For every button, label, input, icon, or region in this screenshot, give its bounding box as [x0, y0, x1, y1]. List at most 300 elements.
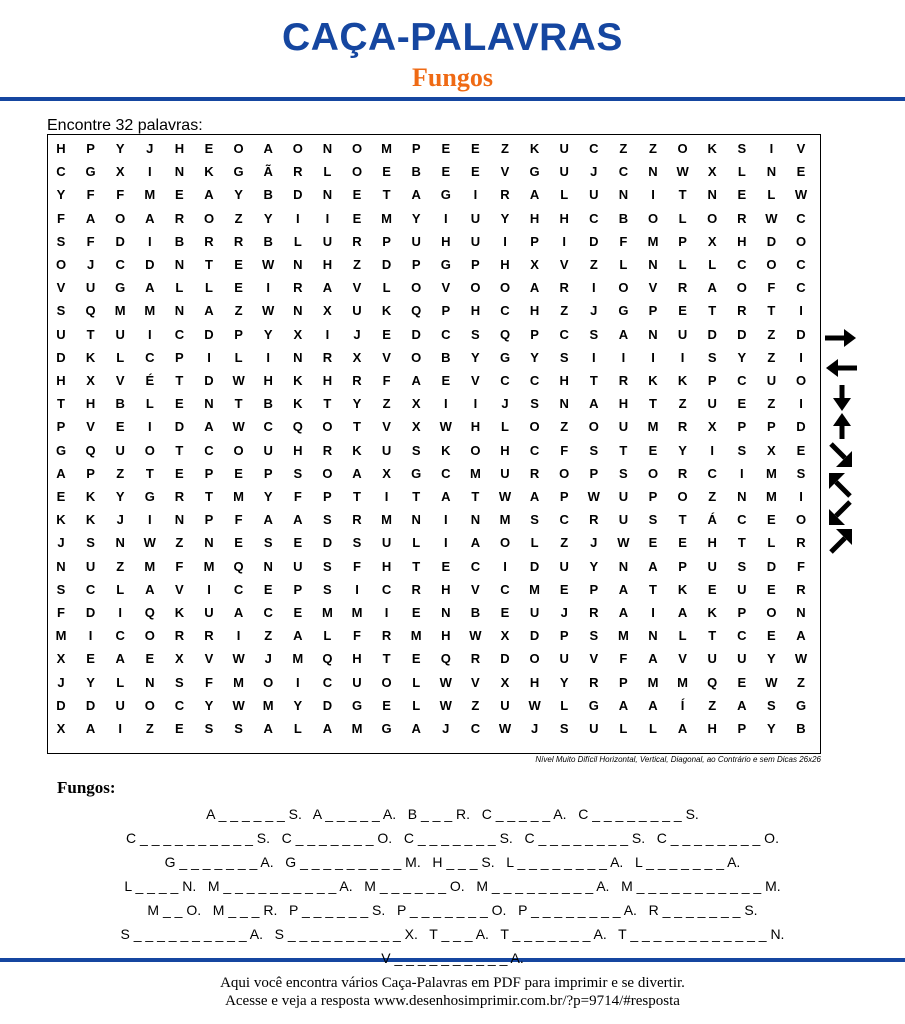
grid-cell: A: [263, 721, 273, 736]
grid-cell: Y: [115, 489, 125, 504]
grid-row: [48, 346, 820, 369]
grid-cell: N: [293, 257, 303, 272]
grid-cell: I: [799, 303, 803, 319]
grid-cell: N: [174, 303, 185, 319]
grid-cell: I: [147, 326, 152, 342]
grid-cell: O: [233, 442, 244, 458]
grid-cell: I: [118, 605, 122, 620]
grid-cell: S: [56, 303, 66, 319]
grid-cell: G: [55, 442, 67, 458]
grid-row: [48, 183, 820, 206]
grid-cell: F: [353, 628, 361, 644]
grid-cell: I: [118, 721, 122, 736]
grid-cell: F: [86, 233, 95, 249]
grid-cell: L: [678, 210, 687, 226]
grid-cell: N: [411, 512, 421, 528]
grid-cell: R: [589, 674, 599, 690]
grid-cell: A: [796, 628, 806, 644]
grid-cell: H: [441, 233, 451, 249]
grid-cell: R: [470, 651, 481, 667]
grid-cell: P: [86, 465, 95, 481]
grid-cell: V: [559, 257, 569, 272]
grid-cell: S: [589, 326, 599, 342]
grid-cell: Y: [500, 210, 510, 226]
grid-cell: Z: [589, 257, 598, 272]
grid-cell: Q: [322, 651, 333, 667]
grid-cell: T: [649, 581, 657, 597]
grid-cell: N: [145, 674, 155, 690]
footer-line-1: Aqui você encontra vários Caça-Palavras em PDF para imprimir e se divertir.: [220, 975, 685, 991]
grid-cell: Z: [619, 141, 628, 156]
grid-cell: I: [147, 512, 152, 528]
grid-cell: A: [56, 465, 66, 481]
grid-cell: U: [381, 535, 392, 551]
grid-cell: C: [263, 419, 273, 435]
grid-cell: G: [795, 697, 807, 713]
grid-cell: M: [381, 210, 393, 226]
grid-cell: Y: [234, 187, 243, 203]
grid-cell: A: [648, 558, 658, 574]
grid-cell: Y: [471, 349, 480, 365]
word-list-line: V _ _ _ _ _ _ _ _ _ _ A.: [381, 950, 524, 966]
grid-cell: P: [175, 349, 184, 365]
grid-cell: A: [648, 697, 658, 713]
instruction-text: Encontre 32 palavras:: [47, 117, 203, 134]
grid-cell: A: [411, 373, 421, 388]
grid-cell: Z: [678, 396, 687, 412]
grid-cell: R: [352, 373, 362, 388]
grid-cell: K: [707, 141, 717, 156]
grid-cell: X: [707, 164, 717, 180]
grid-cell: S: [352, 535, 362, 551]
grid-cell: A: [707, 280, 717, 296]
difficulty-note: Nível Muito Difícil Horizontal, Vertical, Diagonal, ao Contrário e sem Dicas 26x26: [535, 755, 821, 764]
grid-cell: G: [115, 280, 126, 296]
grid-cell: U: [352, 303, 362, 319]
grid-cell: G: [440, 187, 451, 203]
grid-cell: R: [796, 581, 806, 597]
grid-cell: M: [321, 605, 333, 620]
grid-row: [48, 671, 820, 694]
grid-cell: A: [589, 396, 599, 412]
grid-cell: L: [708, 257, 717, 272]
grid-cell: M: [647, 419, 659, 435]
grid-cell: H: [441, 581, 451, 597]
grid-cell: E: [648, 442, 658, 458]
grid-cell: W: [765, 210, 778, 226]
grid-cell: H: [470, 419, 481, 435]
grid-cell: P: [204, 465, 214, 481]
grid-cell: R: [411, 581, 421, 597]
grid-cell: S: [589, 442, 599, 458]
grid-cell: X: [56, 651, 66, 667]
grid-cell: X: [500, 674, 510, 690]
grid-cell: L: [649, 721, 657, 736]
grid-cell: M: [647, 233, 659, 249]
grid-cell: E: [293, 605, 303, 620]
grid-cell: V: [382, 419, 391, 435]
grid-cell: W: [262, 303, 275, 319]
grid-cell: C: [737, 512, 747, 528]
grid-cell: L: [767, 535, 776, 551]
grid-cell: U: [293, 558, 303, 574]
grid-row: [48, 694, 820, 717]
grid-cell: O: [647, 465, 659, 481]
grid-cell: E: [767, 581, 776, 597]
grid-cell: W: [262, 257, 275, 272]
grid-cell: U: [470, 233, 481, 249]
grid-cell: O: [647, 210, 659, 226]
grid-cell: D: [293, 187, 303, 203]
grid-cell: F: [116, 187, 125, 203]
grid-cell: U: [559, 558, 569, 574]
grid-cell: P: [648, 303, 658, 319]
grid-cell: J: [590, 535, 598, 551]
grid-cell: C: [115, 628, 125, 644]
grid-cell: O: [766, 257, 777, 272]
grid-cell: I: [207, 581, 211, 597]
grid-cell: K: [174, 605, 185, 620]
grid-cell: I: [384, 605, 389, 620]
grid-cell: S: [204, 721, 214, 736]
grid-cell: K: [677, 581, 688, 597]
grid-cell: M: [765, 465, 777, 481]
grid-cell: N: [648, 164, 658, 180]
grid-cell: R: [559, 280, 569, 296]
grid-cell: Q: [440, 651, 451, 667]
grid-cell: O: [470, 280, 481, 296]
grid-cell: U: [618, 489, 629, 504]
grid-cell: F: [205, 674, 213, 690]
grid-cell: M: [499, 512, 511, 528]
grid-cell: Z: [116, 558, 125, 574]
grid-cell: Y: [86, 674, 95, 690]
grid-cell: W: [469, 628, 482, 644]
grid-cell: D: [56, 697, 66, 713]
grid-cell: U: [737, 581, 747, 597]
grid-cell: I: [295, 210, 300, 226]
grid-cell: S: [175, 674, 184, 690]
grid-cell: G: [499, 349, 511, 365]
grid-cell: E: [559, 581, 569, 597]
grid-cell: V: [115, 373, 125, 388]
grid-cell: U: [559, 651, 569, 667]
grid-cell: O: [499, 280, 511, 296]
grid-cell: H: [322, 373, 333, 388]
grid-cell: S: [767, 697, 776, 713]
grid-cell: O: [618, 280, 629, 296]
grid-cell: N: [707, 187, 717, 203]
grid-cell: E: [175, 396, 184, 412]
grid-cell: L: [678, 257, 687, 272]
grid-cell: G: [144, 489, 155, 504]
grid-cell: T: [678, 187, 687, 203]
grid-cell: E: [707, 581, 717, 597]
grid-cell: E: [441, 558, 451, 574]
grid-cell: S: [56, 233, 66, 249]
grid-cell: O: [322, 419, 333, 435]
grid-cell: P: [530, 326, 539, 342]
grid-cell: C: [500, 303, 510, 319]
grid-cell: D: [707, 326, 717, 342]
grid-cell: L: [412, 674, 421, 690]
grid-cell: O: [795, 373, 807, 388]
grid-cell: V: [648, 280, 658, 296]
grid-cell: I: [147, 164, 152, 180]
grid-cell: N: [559, 396, 569, 412]
grid-cell: E: [175, 721, 184, 736]
grid-cell: U: [204, 605, 214, 620]
grid-cell: O: [144, 697, 155, 713]
grid-cell: C: [470, 721, 481, 736]
grid-cell: U: [707, 558, 717, 574]
grid-cell: E: [767, 628, 776, 644]
grid-cell: P: [441, 303, 451, 319]
grid-cell: Q: [144, 605, 155, 620]
grid-cell: U: [707, 396, 717, 412]
grid-cell: P: [559, 628, 569, 644]
grid-cell: K: [648, 373, 658, 388]
grid-cell: M: [144, 187, 156, 203]
grid-cell: O: [115, 210, 126, 226]
grid-cell: R: [233, 233, 244, 249]
grid-cell: X: [411, 419, 421, 435]
grid-cell: N: [618, 558, 629, 574]
grid-cell: S: [737, 141, 747, 156]
grid-cell: I: [236, 628, 241, 644]
grid-cell: R: [737, 210, 747, 226]
grid-cell: W: [232, 419, 245, 435]
grid-cell: E: [678, 303, 687, 319]
word-list-line: C _ _ _ _ _ _ _ _ _ _ S. C _ _ _ _ _ _ _ O. C _ _ _ _ _ _ _ S. C _ _ _ _ _ _ _ _ S. C _ _ _ _ _ _ _ _ O.: [126, 830, 779, 846]
grid-cell: L: [293, 721, 302, 736]
grid-cell: C: [559, 512, 569, 528]
grid-row: [48, 578, 820, 601]
grid-row: [48, 439, 820, 462]
grid-cell: R: [589, 512, 599, 528]
grid-cell: E: [500, 605, 510, 620]
grid-cell: E: [411, 651, 421, 667]
grid-cell: A: [529, 280, 540, 296]
grid-cell: O: [263, 674, 274, 690]
grid-row: [48, 647, 820, 670]
grid-cell: P: [411, 141, 421, 156]
grid-cell: W: [617, 535, 630, 551]
arrow-right-icon: [822, 324, 860, 352]
grid-cell: N: [648, 628, 658, 644]
grid-cell: E: [441, 373, 451, 388]
grid-cell: W: [232, 697, 245, 713]
arrow-up-icon: [822, 412, 860, 440]
grid-row: [48, 508, 820, 531]
word-list-line: M _ _ O. M _ _ _ R. P _ _ _ _ _ _ S. P _ _ _ _ _ _ _ O. P _ _ _ _ _ _ _ _ A. R _ _ _ _ _ _ _ S.: [147, 902, 758, 918]
grid-cell: D: [322, 535, 333, 551]
grid-cell: E: [234, 280, 243, 296]
grid-cell: B: [618, 210, 629, 226]
grid-cell: I: [443, 396, 448, 412]
grid-cell: N: [204, 396, 214, 412]
grid-cell: Q: [85, 442, 96, 458]
grid-cell: H: [381, 558, 392, 574]
grid-cell: Z: [560, 419, 569, 435]
grid-cell: H: [529, 303, 540, 319]
grid-cell: A: [648, 651, 658, 667]
grid-cell: E: [678, 535, 687, 551]
grid-cell: B: [796, 721, 806, 736]
grid-cell: A: [322, 280, 333, 296]
grid-cell: Y: [293, 697, 303, 713]
grid-cell: R: [381, 628, 392, 644]
grid-cell: D: [174, 419, 185, 435]
grid-cell: C: [115, 257, 125, 272]
grid-cell: X: [115, 164, 125, 180]
grid-cell: Y: [204, 697, 214, 713]
grid-cell: I: [799, 489, 803, 504]
grid-cell: H: [500, 257, 510, 272]
grid-row: [48, 253, 820, 276]
grid-cell: V: [175, 581, 184, 597]
grid-cell: N: [737, 489, 747, 504]
grid-cell: U: [589, 187, 599, 203]
grid-cell: K: [85, 512, 96, 528]
grid-cell: P: [737, 721, 747, 736]
grid-cell: J: [590, 164, 598, 180]
grid-cell: P: [737, 605, 747, 620]
grid-cell: S: [293, 465, 303, 481]
grid-cell: C: [529, 442, 540, 458]
grid-cell: R: [204, 233, 214, 249]
grid-cell: U: [707, 651, 717, 667]
grid-cell: C: [618, 164, 629, 180]
grid-cell: A: [529, 187, 540, 203]
grid-cell: N: [204, 535, 214, 551]
grid-cell: F: [797, 558, 805, 574]
grid-cell: I: [443, 535, 448, 551]
grid-cell: U: [411, 233, 421, 249]
grid-cell: V: [500, 164, 510, 180]
grid-cell: C: [796, 257, 806, 272]
grid-cell: F: [234, 512, 243, 528]
grid-cell: C: [381, 581, 392, 597]
grid-cell: R: [677, 280, 688, 296]
page-title: CAÇA-PALAVRAS: [282, 16, 623, 59]
grid-cell: V: [204, 651, 214, 667]
grid-cell: U: [559, 164, 569, 180]
grid-cell: N: [174, 164, 185, 180]
grid-cell: H: [293, 442, 303, 458]
grid-cell: O: [144, 628, 155, 644]
grid-cell: I: [562, 233, 566, 249]
grid-cell: I: [621, 349, 626, 365]
grid-cell: O: [322, 465, 333, 481]
grid-cell: O: [795, 233, 807, 249]
grid-row: [48, 276, 820, 299]
grid-cell: U: [115, 442, 125, 458]
grid-cell: Y: [411, 210, 421, 226]
grid-cell: U: [618, 419, 629, 435]
grid-cell: M: [351, 721, 363, 736]
grid-cell: C: [441, 465, 451, 481]
grid-cell: N: [441, 605, 451, 620]
grid-cell: H: [737, 233, 747, 249]
grid-cell: I: [503, 558, 507, 574]
grid-cell: L: [560, 187, 569, 203]
grid-row: [48, 369, 820, 392]
grid-cell: O: [470, 442, 481, 458]
grid-cell: T: [205, 257, 213, 272]
grid-cell: U: [529, 605, 540, 620]
grid-cell: U: [677, 326, 688, 342]
grid-cell: G: [85, 164, 96, 180]
grid-cell: W: [498, 721, 512, 736]
grid-cell: O: [233, 141, 244, 156]
grid-cell: S: [737, 442, 747, 458]
grid-cell: Y: [352, 396, 362, 412]
grid-cell: L: [205, 280, 213, 296]
grid-cell: C: [559, 326, 569, 342]
grid-cell: H: [470, 303, 481, 319]
grid-cell: U: [85, 558, 96, 574]
grid-cell: U: [56, 326, 66, 342]
grid-cell: Q: [292, 419, 303, 435]
grid-cell: K: [85, 489, 96, 504]
grid-cell: J: [501, 396, 509, 412]
grid-cell: P: [382, 233, 391, 249]
grid-cell: K: [293, 373, 303, 388]
grid-cell: U: [500, 465, 510, 481]
grid-cell: J: [530, 721, 539, 736]
grid-cell: T: [234, 396, 243, 412]
grid-cell: K: [441, 442, 451, 458]
grid-cell: X: [56, 721, 66, 736]
grid-cell: I: [384, 489, 389, 504]
grid-cell: S: [559, 349, 569, 365]
footer-line-2: Acesse e veja a resposta www.desenhosimprimir.com.br/?p=9714/#resposta: [225, 993, 680, 1009]
grid-cell: O: [55, 257, 67, 272]
grid-cell: A: [85, 721, 96, 736]
grid-cell: M: [292, 651, 304, 667]
grid-cell: S: [411, 442, 421, 458]
grid-cell: R: [293, 164, 303, 180]
grid-cell: N: [115, 535, 125, 551]
grid-cell: D: [589, 233, 599, 249]
grid-cell: S: [323, 581, 332, 597]
grid-cell: W: [143, 535, 156, 551]
grid-cell: B: [115, 396, 125, 412]
grid-cell: C: [529, 373, 540, 388]
grid-cell: O: [411, 280, 422, 296]
grid-cell: P: [530, 233, 539, 249]
grid-cell: I: [680, 349, 685, 365]
grid-cell: L: [323, 164, 332, 180]
grid-cell: P: [767, 419, 776, 435]
grid-cell: J: [86, 257, 95, 272]
grid-cell: A: [618, 605, 629, 620]
grid-cell: N: [174, 257, 185, 272]
grid-cell: Y: [530, 349, 539, 365]
grid-cell: J: [264, 651, 272, 667]
arrow-up-left-icon: [822, 470, 860, 498]
grid-cell: X: [411, 396, 421, 412]
grid-cell: R: [352, 512, 362, 528]
grid-cell: I: [443, 512, 448, 528]
grid-cell: D: [381, 257, 392, 272]
grid-cell: L: [412, 697, 421, 713]
grid-cell: F: [619, 651, 628, 667]
grid-cell: F: [175, 558, 184, 574]
grid-cell: W: [232, 651, 245, 667]
grid-cell: H: [529, 210, 540, 226]
